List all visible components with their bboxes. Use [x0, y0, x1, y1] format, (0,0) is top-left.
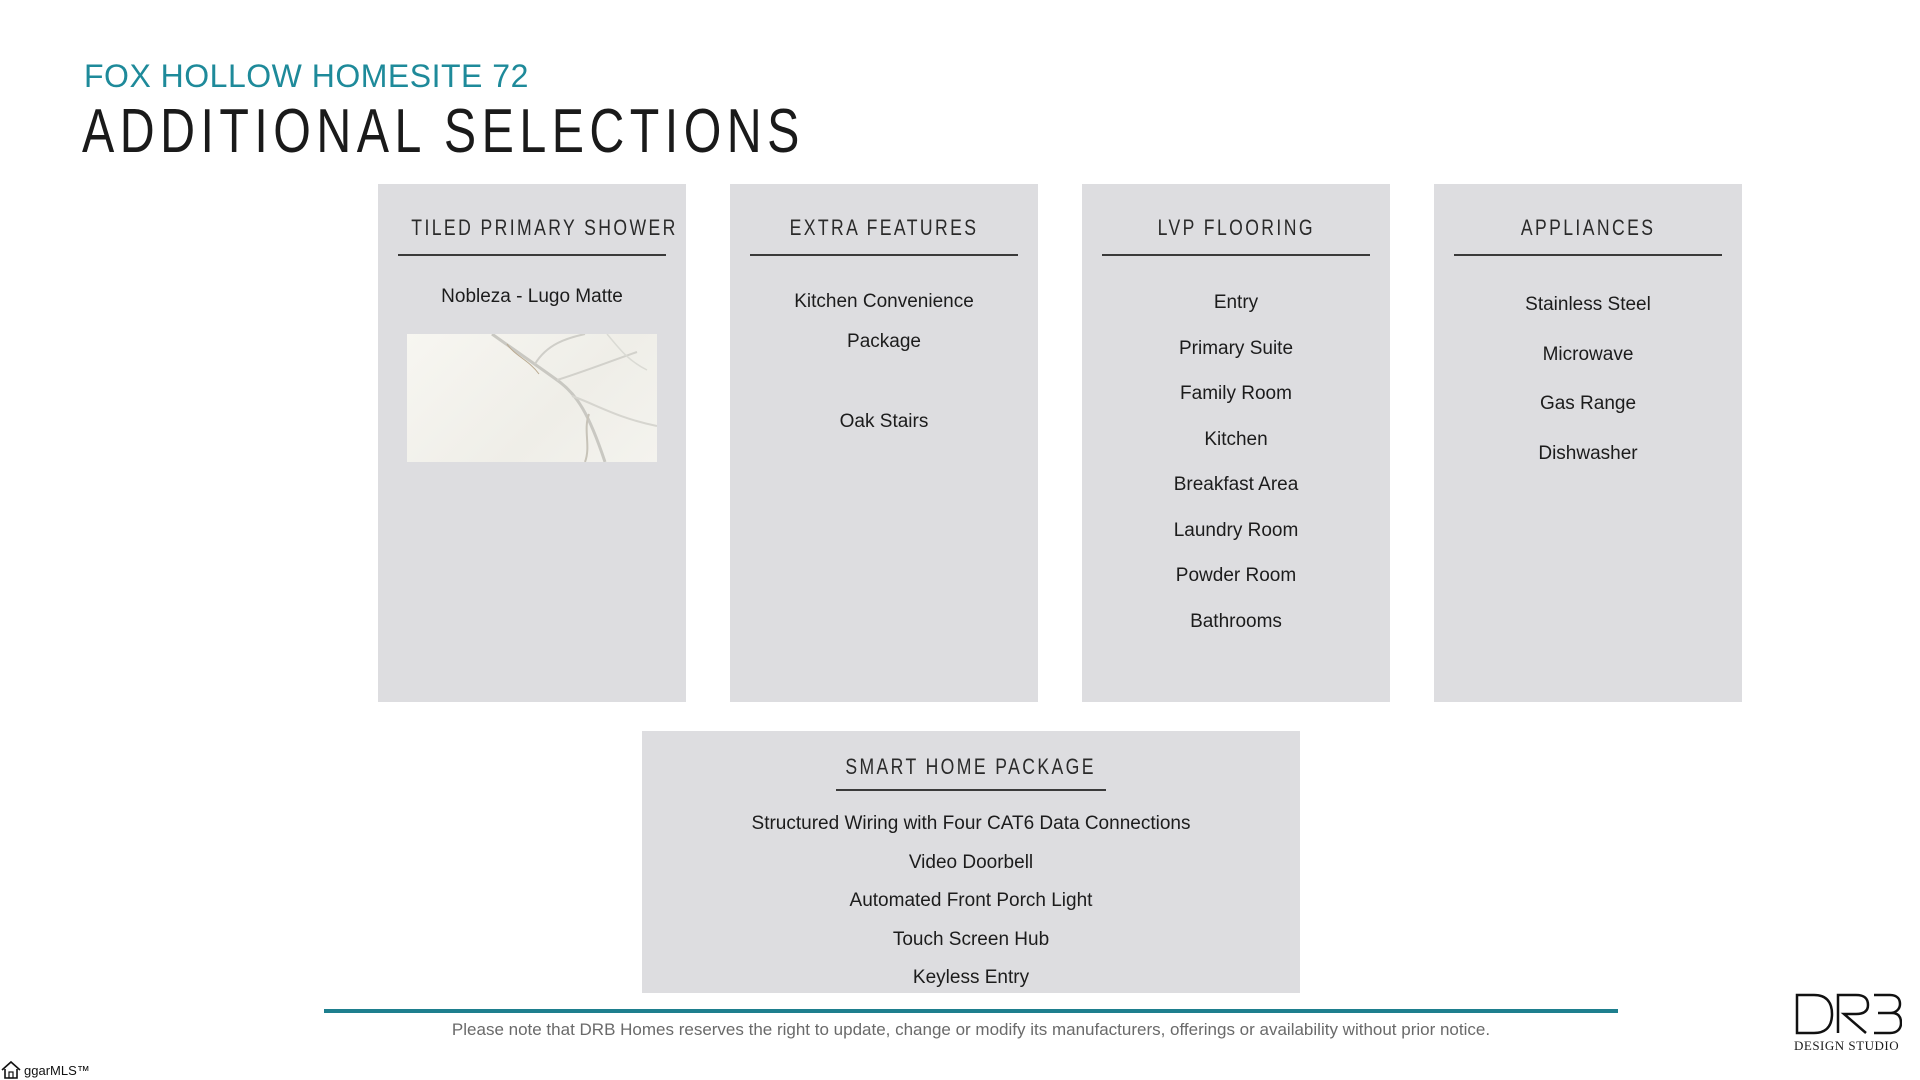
list-item: Oak Stairs [839, 411, 929, 432]
card-tiled-primary-shower [378, 184, 686, 702]
card-item-list [730, 282, 1038, 442]
house-icon [0, 1060, 22, 1080]
list-item: Keyless Entry [912, 967, 1030, 988]
tile-swatch-image [407, 334, 657, 462]
mls-watermark [0, 1060, 90, 1080]
card-divider [836, 789, 1106, 791]
list-item: Automated Front Porch Light [849, 890, 1093, 911]
card-item-list [378, 282, 686, 312]
list-item: Dishwasher [1538, 442, 1638, 464]
list-item: Powder Room [1175, 565, 1297, 586]
card-lvp-flooring [1082, 184, 1390, 702]
card-item-list [642, 805, 1300, 998]
card-divider [398, 254, 666, 256]
logo-subtitle: DESIGN STUDIO [1794, 1038, 1900, 1053]
list-item: Structured Wiring with Four CAT6 Data Connections [751, 813, 1191, 834]
list-item: Kitchen [1204, 428, 1268, 450]
footer-disclaimer: Please note that DRB Homes reserves the right to update, change or modify its manufacturers, offerings or availability without prior notice. [451, 1020, 1491, 1039]
list-item: Gas Range [1539, 393, 1637, 414]
card-item-list [1434, 280, 1742, 478]
list-item: Video Doorbell [908, 851, 1034, 873]
list-item: Touch Screen Hub [892, 928, 1050, 950]
card-title: SMART HOME PACKAGE [845, 754, 1097, 779]
card-appliances [1434, 184, 1742, 702]
card-smart-home-package [642, 731, 1300, 993]
list-item: Nobleza - Lugo Matte [441, 286, 623, 307]
list-item: Laundry Room [1173, 519, 1299, 541]
list-item: Microwave [1542, 343, 1634, 365]
card-title: LVP FLOORING [1157, 215, 1315, 240]
mls-watermark-text: ggarMLS™ [24, 1062, 90, 1078]
list-item: Kitchen Convenience [794, 291, 974, 312]
list-item: Family Room [1180, 383, 1292, 404]
drb-logo-mark [1794, 992, 1902, 1036]
list-item: Breakfast Area [1173, 474, 1299, 495]
page-title: ADDITIONAL SELECTIONS [82, 97, 805, 166]
card-title: TILED PRIMARY SHOWER [411, 215, 678, 240]
list-item: Entry [1213, 292, 1259, 313]
drb-design-studio-logo [1794, 992, 1904, 1054]
card-title: APPLIANCES [1520, 215, 1656, 240]
card-extra-features [730, 184, 1038, 702]
list-item: Primary Suite [1178, 337, 1294, 359]
homesite-subtitle: FOX HOLLOW HOMESITE 72 [84, 58, 529, 94]
list-item: Bathrooms [1190, 610, 1282, 632]
card-divider [750, 254, 1018, 256]
footer-divider [324, 1009, 1618, 1013]
card-divider [1454, 254, 1722, 256]
card-item-list [1082, 280, 1390, 644]
card-title: EXTRA FEATURES [789, 215, 979, 240]
list-item: Stainless Steel [1525, 294, 1651, 315]
list-item: Package [847, 331, 921, 352]
card-divider [1102, 254, 1370, 256]
